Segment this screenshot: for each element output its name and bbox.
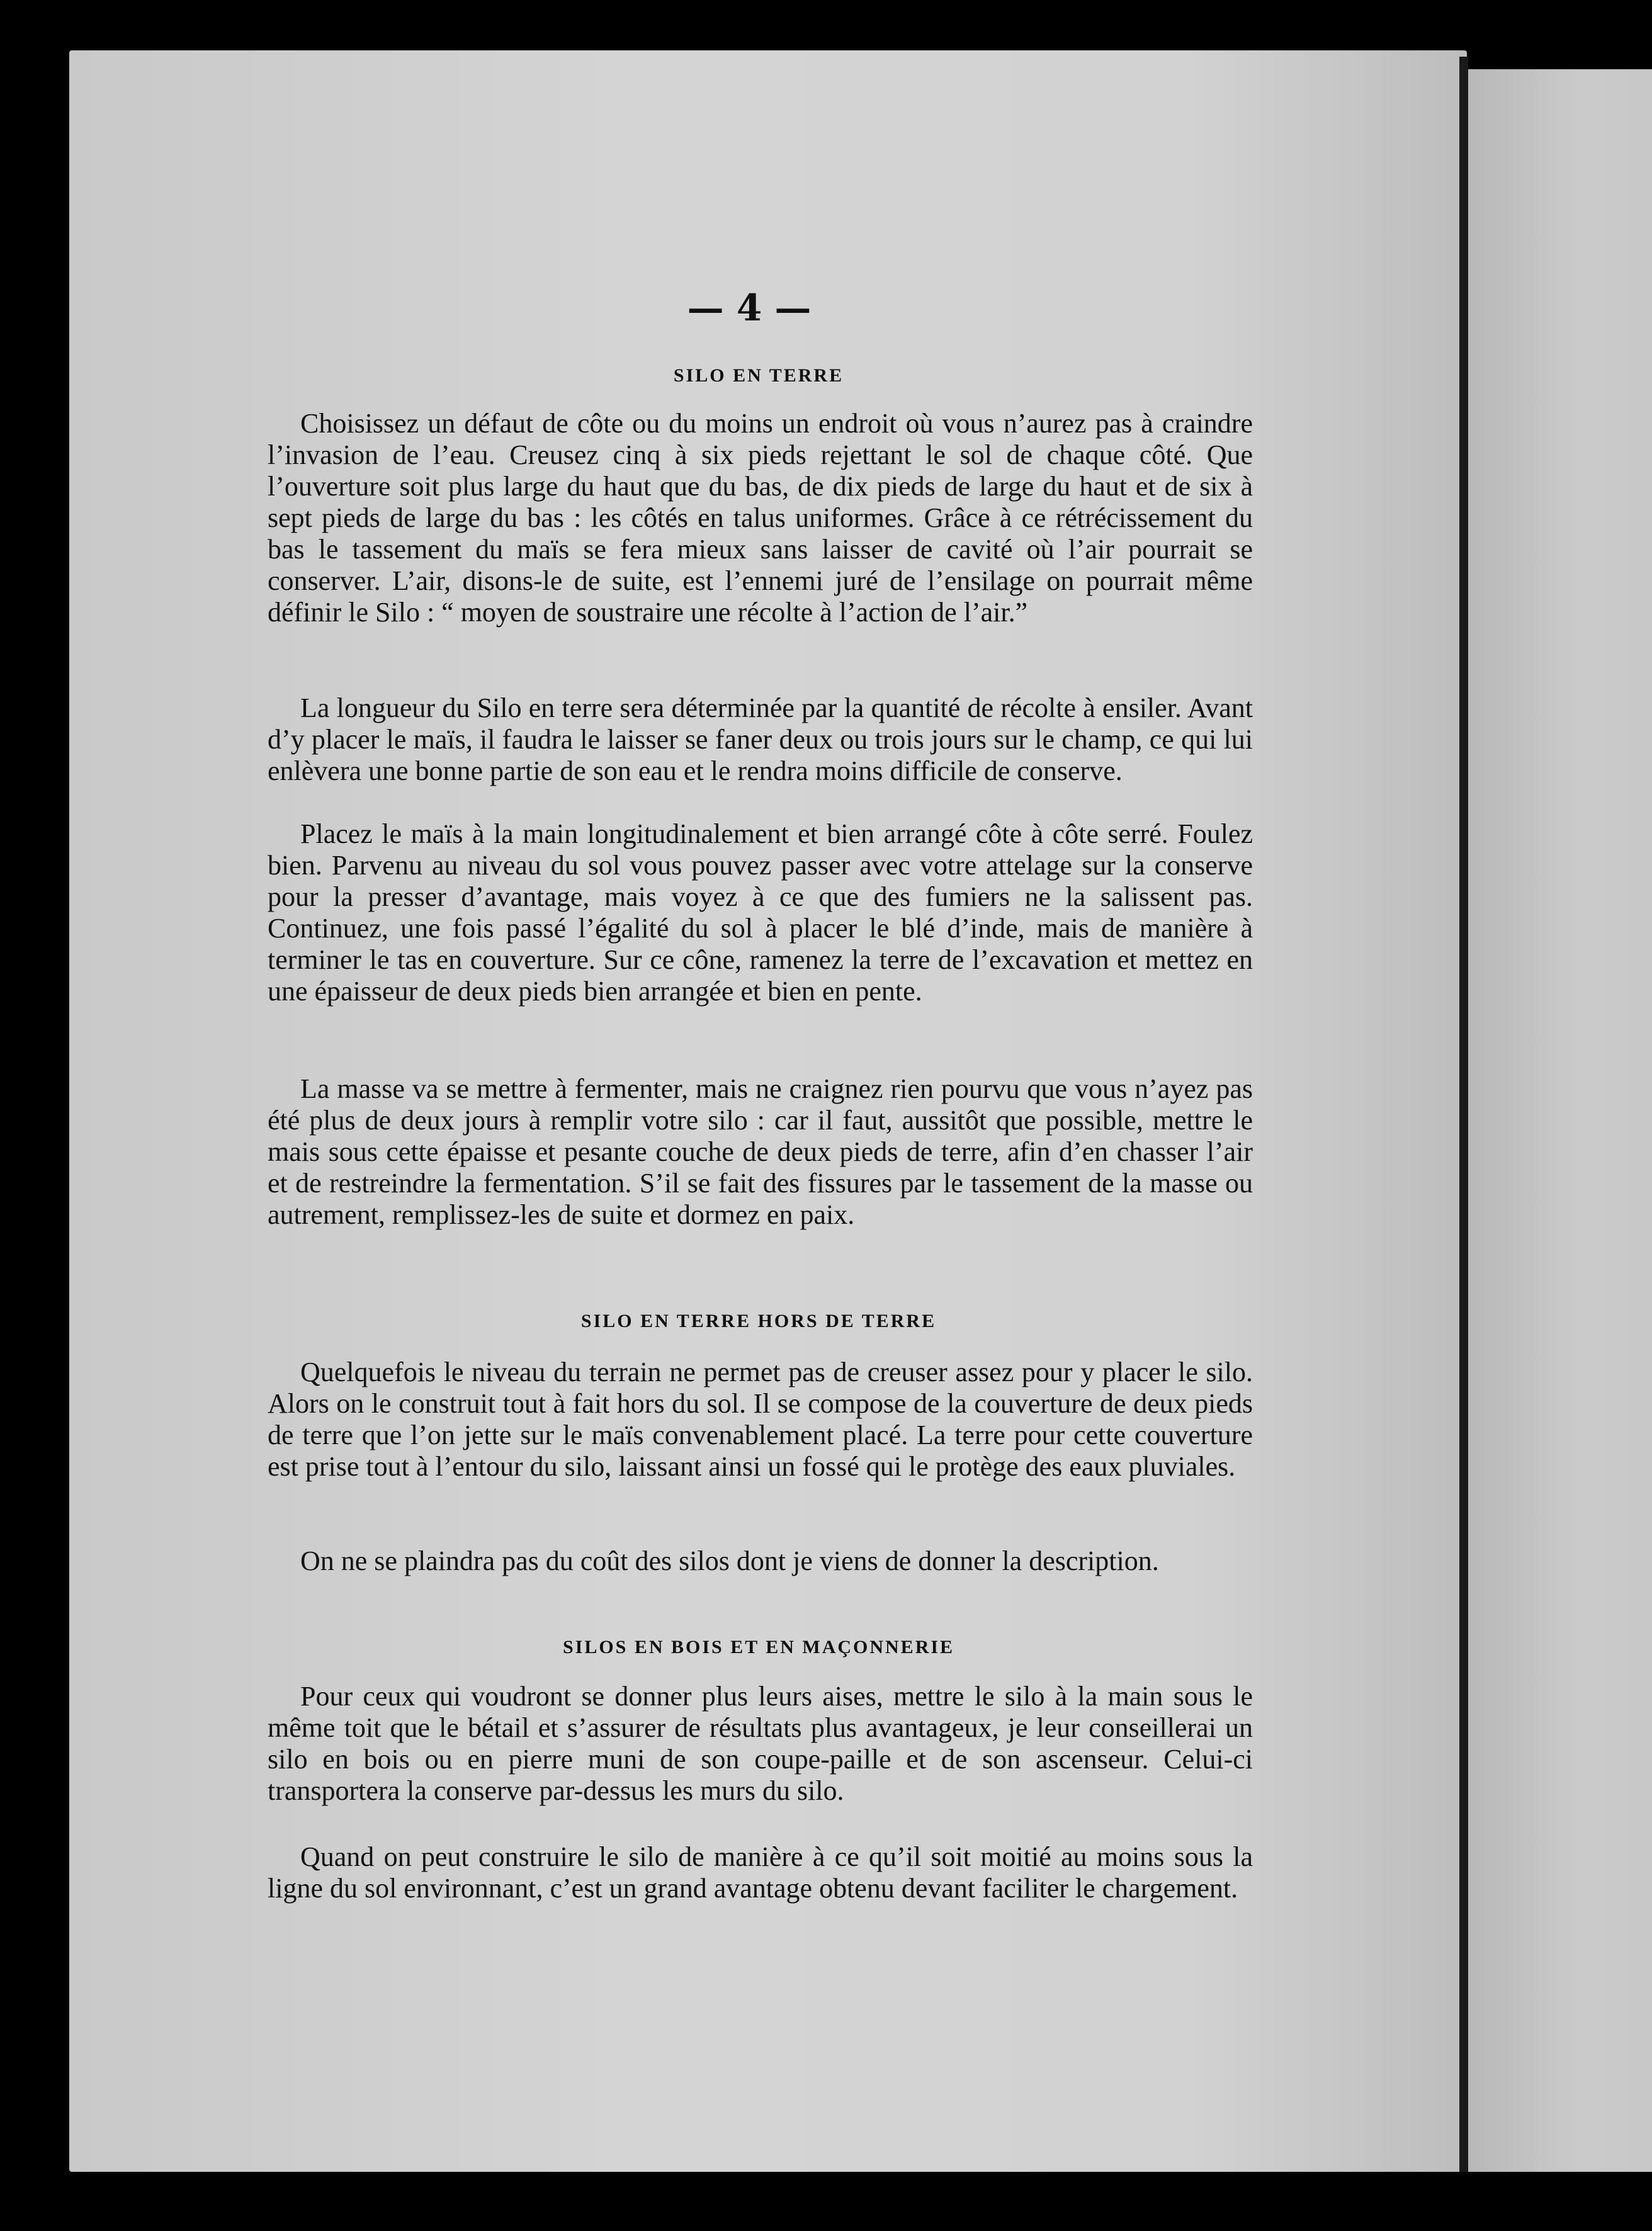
section-heading-silo-hors-de-terre: SILO EN TERRE HORS DE TERRE [580, 1311, 937, 1331]
paragraph: On ne se plaindra pas du coût des silos dont je viens de donner la description. [300, 1545, 1159, 1576]
paragraph: Quelquefois le niveau du terrain ne permet pas de creuser assez pour y placer le silo. Alors on le construit tout à fait hors du sol. Il se compose de la couverture de deux pieds de terre que l’on jette sur le maïs convenablement placé. La terre pour cette couverture est prise tout à l’entour du silo, laissant ainsi un fossé qui le protège des eaux pluviales. [268, 1357, 1253, 1482]
paragraph: Pour ceux qui voudront se donner plus leurs aises, mettre le silo à la main sous le même toit que le bétail et s’assurer de résultats plus avantageux, je leur conseillerai un silo en bois ou en pierre muni de son coupe-paille et de son ascenseur. Celui-ci transportera la conserve par-dessus les murs du silo. [268, 1681, 1253, 1806]
paragraph: La masse va se mettre à fermenter, mais ne craignez rien pourvu que vous n’ayez pas été plus de deux jours à remplir votre silo : car il faut, aussitôt que possible, mettre le mais sous cette épaisse et pesante couche de deux pieds de terre, afin d’en chasser l’air et de restreindre la fermentation. S’il se fait des fissures par le tassement de la masse ou autrement, remplissez-les de suite et dormez en paix. [268, 1073, 1253, 1230]
page-number: — 4 — [687, 286, 812, 329]
paragraph: La longueur du Silo en terre sera déterminée par la quantité de récolte à ensiler. Avant d’y placer le maïs, il faudra le laisser se faner deux ou trois jours sur le champ, ce qui lui enlèvera une bonne partie de son eau et le rendra moins difficile de conserve. [268, 692, 1253, 786]
right-page-edge [1468, 69, 1652, 2172]
paragraph: Choisissez un défaut de côte ou du moins un endroit où vous n’aurez pas à craindre l’invasion de l’eau. Creusez cinq à six pieds rejettant le sol de chaque côté. Que l’ouverture soit plus large du haut que du bas, de dix pieds de large du haut et de six à sept pieds de large du bas : les côtés en talus uniformes. Grâce à ce rétrécissement du bas le tassement du maïs se fera mieux sans laisser de cavité où l’air pourrait se conserver. L’air, disons-le de suite, est l’ennemi juré de l’ensilage on pourrait même définir le Silo : “ moyen de soustraire une récolte à l’action de l’air.” [268, 408, 1253, 628]
paragraph: Placez le maïs à la main longitudinalement et bien arrangé côte à côte serré. Foulez bien. Parvenu au niveau du sol vous pouvez passer avec votre attelage sur la conserve pour la presser d’avantage, mais voyez à ce que des fumiers ne la salissent pas. Continuez, une fois passé l’égalité du sol à placer le blé d’inde, mais de manière à terminer le tas en couverture. Sur ce cône, ramenez la terre de l’excavation et mettez en une épaisseur de deux pieds bien arrangée et bien en pente. [268, 818, 1253, 1007]
paragraph: Quand on peut construire le silo de manière à ce qu’il soit moitié au moins sous la ligne du sol environnant, c’est un grand avantage obtenu devant faciliter le chargement. [268, 1841, 1253, 1904]
section-heading-silos-bois-maconnerie: SILOS EN BOIS ET EN MAÇONNERIE [562, 1637, 955, 1658]
book-gutter [1459, 57, 1468, 2172]
section-heading-silo-en-terre: SILO EN TERRE [673, 365, 844, 386]
